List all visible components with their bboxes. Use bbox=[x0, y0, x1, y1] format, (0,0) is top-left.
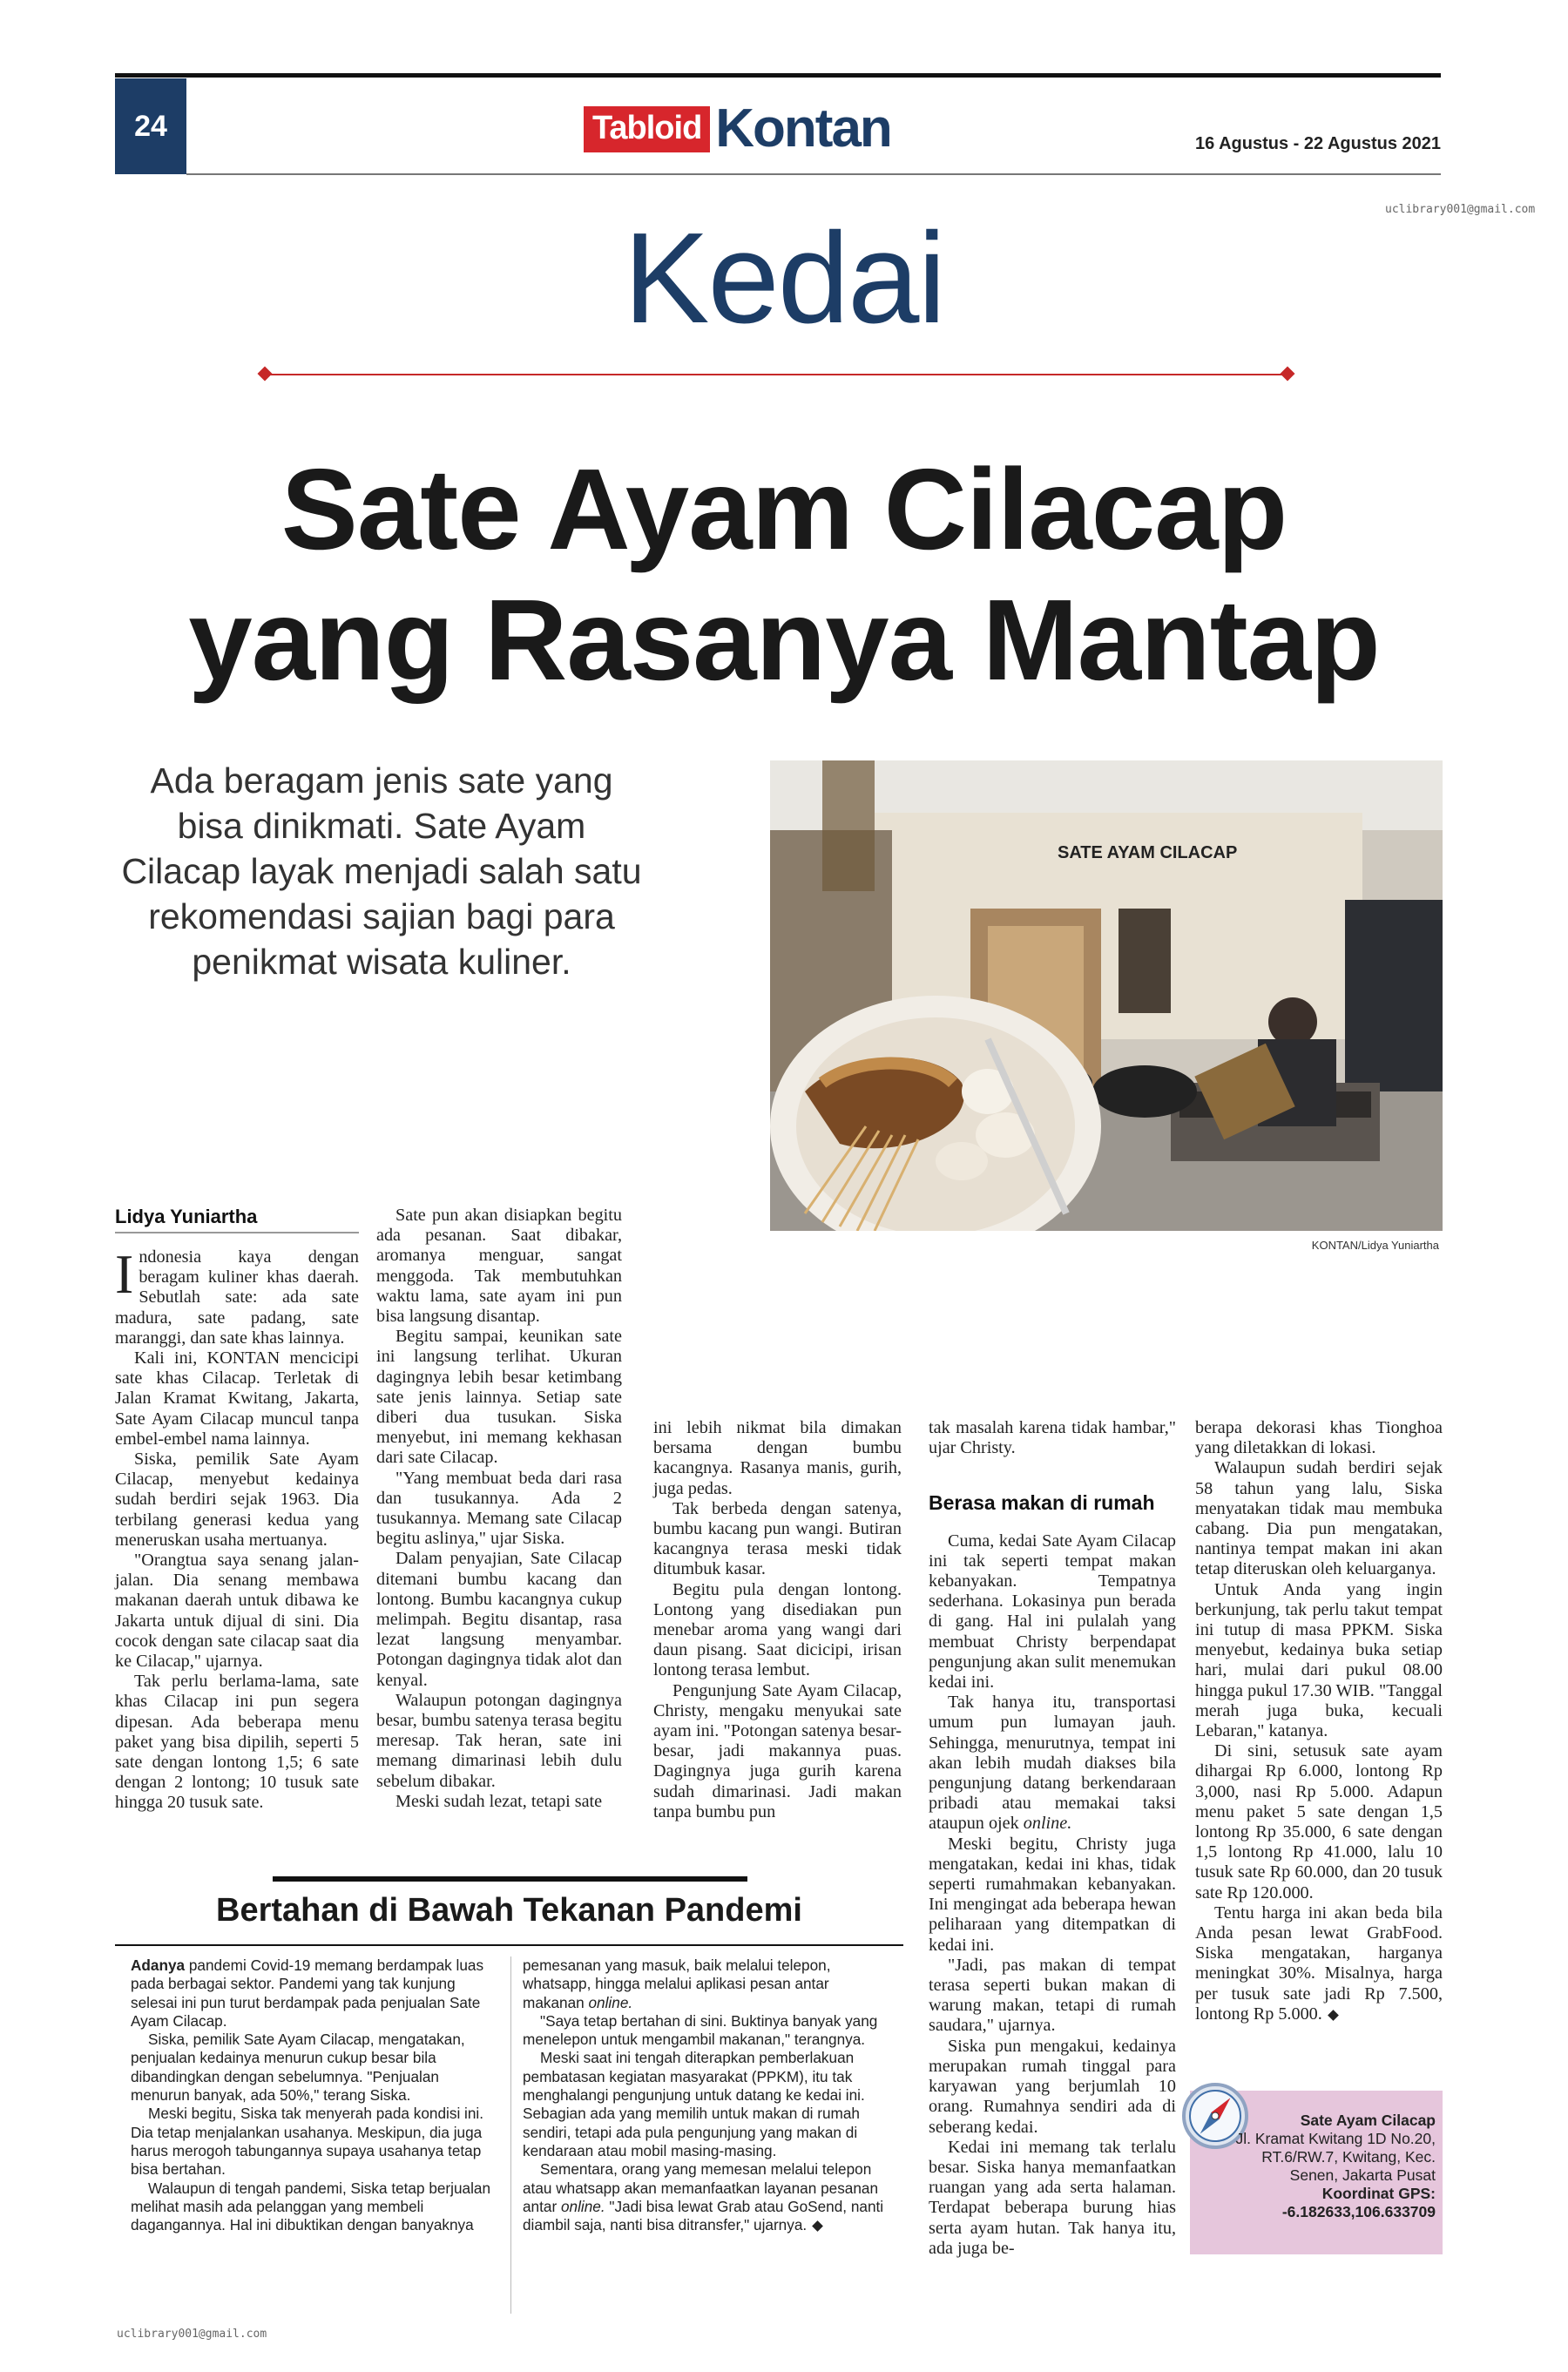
end-mark bbox=[1328, 2010, 1339, 2021]
article-paragraph: Sate pun akan disiapkan begitu ada pesanan. Saat dibakar, aromanya menguar, sangat menggoda. Tak membutuhkan waktu lama, sate ayam ini pun bisa langsung disantap. bbox=[376, 1206, 622, 1327]
article-paragraph: "Jadi, pas makan di tempat terasa seperti bukan makan di warung makan, tetapi di rumah saudara," ujarnya. bbox=[929, 1955, 1176, 2036]
sidebar-title: Bertahan di Bawah Tekanan Pandemi bbox=[216, 1892, 802, 1929]
article-paragraph: Dalam penyajian, Sate Cilacap ditemani bumbu kacang dan lontong. Bumbu kacangnya cukup melimpah. Begitu disantap, rasa lezat langsung menyambar. Potongan dagingnya tidak alot dan kenyal. bbox=[376, 1549, 622, 1690]
section-rule bbox=[266, 374, 1287, 375]
article-paragraph: tak masalah karena tidak hambar," ujar Christy. bbox=[929, 1418, 1176, 1458]
article-paragraph bbox=[115, 1243, 359, 1348]
header-rule bbox=[186, 173, 1441, 175]
watermark-top: uclibrary001@gmail.com bbox=[1385, 203, 1536, 216]
sidebar-paragraph bbox=[131, 1956, 497, 2031]
sidebar-paragraph: Meski saat ini tengah diterapkan pemberlakuan pembatasan kegiatan masyarakat (PPKM), itu tak menghalangi pengunjung untuk datang ke kedai ini. Sebagian ada yang memilih untuk makan di rumah sendiri, tetapi ada pula pengunjung yang makan di kendaraan atau mobil masing-masing. bbox=[523, 2049, 865, 2159]
sidebar-paragraph bbox=[523, 2160, 889, 2234]
article-text: Tak hanya itu, transportasi umum pun lumayan jauh. Sehingga, menurutnya, tempat ini akan lebih mudah diakses bila pengunjung datang berkendaraan pribadi atau memakai taksi ataupun ojek bbox=[929, 1693, 1176, 1834]
article-paragraph: Kali ini, KONTAN mencicipi sate khas Cilacap. Terletak di Jalan Kramat Kwitang, Jakarta, Sate Ayam Cilacap muncul tanpa embel-embel nama lainnya. bbox=[115, 1348, 359, 1449]
article-paragraph: Begitu pula dengan lontong. Lontong yang disediakan pun menebar aroma yang wangi dari daun pisang. Saat dicicipi, irisan lontong terasa lembut. bbox=[653, 1579, 902, 1680]
article-paragraph: Kedai ini memang tak terlalu besar. Siska hanya memanfaatkan ruangan yang ada serta halaman. Terdapat beberapa burung hias serta ayam hutan. Tak hanya itu, ada juga be- bbox=[929, 2137, 1176, 2258]
sidebar-text: "Jadi bisa lewat Grab atau GoSend, nanti diambil saja, nanti bisa ditransfer," ujarnya. bbox=[523, 2197, 884, 2234]
storefront-photo bbox=[770, 760, 1443, 1231]
article-paragraph bbox=[929, 1693, 1176, 1834]
sidebar-paragraph bbox=[523, 1956, 889, 2012]
article-paragraph: Tak perlu berlama-lama, sate khas Cilacap ini pun segera dipesan. Ada beberapa menu paket yang bisa dipilih, seperti 5 sate dengan lontong 1,5; 6 sate dengan 2 lontong; 10 tusuk sate hingga 20 tusuk sate. bbox=[115, 1672, 359, 1813]
sidebar-paragraph: Walaupun di tengah pandemi, Siska tetap berjualan melihat masih ada pelanggan yang membeli dagangannya. Hal ini dibuktikan dengan banyaknya bbox=[131, 2179, 491, 2234]
info-address-1: Jl. Kramat Kwitang 1D No.20, bbox=[1235, 2130, 1436, 2147]
rule-diamond-left bbox=[258, 367, 273, 382]
article-paragraph: Meski begitu, Christy juga mengatakan, kedai ini khas, tidak seperti rumahmakan kebanyakan. Ini mengingat ada beberapa hewan peliharaan yang ditempatkan di kedai ini. bbox=[929, 1834, 1176, 1955]
article-paragraph: "Orangtua saya senang jalan-jalan. Dia senang membawa makanan daerah untuk dibawa ke Jakarta untuk dijual di sini. Dia cocok dengan sate cilacap saat dia ke Cilacap," ujarnya. bbox=[115, 1551, 359, 1672]
article-paragraph: Walaupun potongan dagingnya besar, bumbu satenya terasa begitu meresap. Tak heran, sate ini memang dimarinasi lebih dulu sebelum dibakar. bbox=[376, 1690, 622, 1791]
article-paragraph: "Yang membuat beda dari rasa dan tusukannya. Ada 2 tusukannya. Memang sate Cilacap begitu aslinya," ujar Siska. bbox=[376, 1468, 622, 1549]
sidebar-italic: online. bbox=[588, 1993, 633, 2011]
byline-rule bbox=[115, 1232, 359, 1233]
info-address-2: RT.6/RW.7, Kwitang, Kec. bbox=[1261, 2148, 1436, 2166]
article-paragraph: Begitu sampai, keunikan sate ini langsung terlihat. Ukuran dagingnya lebih besar ketimbang sate jenis lainnya. Setiap sate diberi dua tusukan. Siska menyebut, ini memang kekhasan dari sate Cilacap. bbox=[376, 1327, 622, 1468]
article-column-3 bbox=[653, 1418, 902, 1822]
sidebar-paragraph: Siska, pemilik Sate Ayam Cilacap, mengatakan, penjualan kedainya menurun cukup besar bila dibandingkan dengan sebelumnya. "Penjualan menurun banyak, ada 50%," terang Siska. bbox=[131, 2031, 465, 2105]
article-text: ndonesia kaya dengan beragam kuliner khas daerah. Sebutlah sate: ada sate madura, sate padang, sate maranggi, dan sate khas lainnya. bbox=[115, 1247, 359, 1348]
article-paragraph: Untuk Anda yang ingin berkunjung, tak perlu takut tempat ini tutup di masa PPKM. Siska menyebut, kedainya buka setiap hari, mulai dari pukul 08.00 hingga pukul 17.30 WIB. "Tanggal merah juga buka, kecuali Lebaran," katanya. bbox=[1195, 1579, 1443, 1741]
article-paragraph: Siska, pemilik Sate Ayam Cilacap, menyebut kedainya sudah berdiri sejak 1963. Dia terbilang generasi kedua yang meneruskan usaha mertuanya. bbox=[115, 1450, 359, 1550]
headline bbox=[0, 444, 1568, 706]
sidebar-text: pemesanan yang masuk, baik melalui telepon, whatsapp, hingga melalui aplikasi pesan antar makanan bbox=[523, 1956, 831, 2011]
article-column-1 bbox=[115, 1243, 359, 1814]
article-paragraph bbox=[1195, 1903, 1443, 2024]
sidebar-title-rule bbox=[115, 1944, 903, 1946]
info-box-text bbox=[1202, 2112, 1436, 2221]
page-number: 24 bbox=[115, 78, 186, 174]
info-name: Sate Ayam Cilacap bbox=[1300, 2112, 1436, 2129]
end-mark bbox=[812, 2220, 823, 2232]
article-paragraph: Walaupun sudah berdiri sejak 58 tahun yang lalu, Siska menyatakan tidak mau membuka cabang. Dia pun mengatakan, nantinya tempat makan ini akan tetap diteruskan oleh keluarganya. bbox=[1195, 1458, 1443, 1579]
info-address-3: Senen, Jakarta Pusat bbox=[1289, 2166, 1436, 2184]
watermark-bottom: uclibrary001@gmail.com bbox=[117, 2328, 267, 2341]
article-column-5 bbox=[1195, 1418, 1443, 2024]
article-paragraph: Meski sudah lezat, tetapi sate bbox=[395, 1791, 603, 1811]
article-paragraph: Tak berbeda dengan satenya, bumbu kacang pun wangi. Butiran kacangnya terasa meski tidak ditumbuk kasar. bbox=[653, 1498, 902, 1579]
sidebar-italic: online. bbox=[560, 2197, 605, 2215]
byline: Lidya Yuniartha bbox=[115, 1206, 258, 1227]
photo-sign: SATE AYAM CILACAP bbox=[1058, 843, 1238, 862]
issue-date: 16 Agustus - 22 Agustus 2021 bbox=[1195, 134, 1441, 153]
logo-tabloid: Tabloid bbox=[584, 106, 710, 152]
rule-diamond-right bbox=[1281, 367, 1295, 382]
sidebar-text: Sementara, orang yang memesan melalui telepon atau whatsapp akan memanfaatkan layanan pesanan antar bbox=[523, 2160, 879, 2215]
masthead-logo bbox=[584, 98, 891, 159]
logo-kontan: Kontan bbox=[715, 98, 891, 159]
headline-line-1: Sate Ayam Cilacap bbox=[280, 445, 1288, 573]
subheading: Berasa makan di rumah bbox=[929, 1491, 1155, 1515]
drop-cap: I bbox=[115, 1243, 134, 1305]
storefront-illustration bbox=[770, 760, 1443, 1231]
article-text: Tentu harga ini akan beda bila Anda pesan lewat GrabFood. Siska mengatakan, harganya meningkat 30%. Misalnya, harga per tusuk sate jadi Rp 7.500, lontong Rp 5.000. bbox=[1195, 1902, 1443, 2024]
top-rule bbox=[115, 73, 1441, 78]
article-paragraph: berapa dekorasi khas Tionghoa yang diletakkan di lokasi. bbox=[1195, 1418, 1443, 1458]
article-paragraph: ini lebih nikmat bila dimakan bersama dengan bumbu kacangnya. Rasanya manis, gurih, juga pedas. bbox=[653, 1418, 902, 1498]
section-title: Kedai bbox=[623, 206, 945, 350]
sidebar-column-divider bbox=[510, 1956, 511, 2314]
article-column-2 bbox=[376, 1206, 622, 1812]
sidebar-paragraph: Meski begitu, Siska tak menyerah pada kondisi ini. Dia tetap menjalankan usahanya. Meskipun, dia juga harus merogoh tabungannya supaya usahanya tetap bisa bertahan. bbox=[131, 2105, 484, 2179]
article-paragraph: Siska pun mengakui, kedainya merupakan rumah tinggal para karyawan yang berjumlah 10 orang. Rumahnya sendiri ada di seberang kedai. bbox=[929, 2036, 1176, 2137]
article-paragraph: Pengunjung Sate Ayam Cilacap, Christy, mengaku menyukai sate ayam ini. "Potongan satenya besar-besar, jadi makannya puas. Dagingnya juga gurih karena sudah dimarinasi. Jadi makan tanpa bumbu pun bbox=[653, 1680, 902, 1821]
article-paragraph: Di sini, setusuk sate ayam dihargai Rp 6.000, lontong Rp 3,000, nasi Rp 5.000. Adapun menu paket 5 sate dengan 1,5 lontong Rp 35.000, 6 sate dengan 1,5 lontong Rp 41.000, lalu 10 tusuk sate Rp 60.000, dan 20 tusuk sate Rp 120.000. bbox=[1195, 1741, 1443, 1902]
sidebar-column-2 bbox=[523, 1956, 889, 2234]
sidebar-text: pandemi Covid-19 memang berdampak luas pada berbagai sektor. Pandemi yang tak kunjung selesai ini pun turut berdampak pada penjualan Sate Ayam Cilacap. bbox=[131, 1956, 484, 2030]
headline-line-2: yang Rasanya Mantap bbox=[188, 576, 1380, 704]
sidebar-lead-word: Adanya bbox=[131, 1956, 186, 1974]
info-gps-label: Koordinat GPS: bbox=[1321, 2185, 1436, 2202]
photo-credit: KONTAN/Lidya Yuniartha bbox=[1311, 1239, 1439, 1252]
article-column-4 bbox=[929, 1418, 1176, 2259]
article-italic: online. bbox=[1023, 1814, 1072, 1834]
info-gps-value: -6.182633,106.633709 bbox=[1281, 2203, 1436, 2220]
sidebar-top-rule bbox=[273, 1876, 747, 1882]
lead-paragraph: Ada beragam jenis sate yang bisa dinikmati. Sate Ayam Cilacap layak menjadi salah satu rekomendasi sajian bagi para penikmat wisata kuliner. bbox=[121, 760, 642, 982]
sidebar-paragraph: "Saya tetap bertahan di sini. Buktinya banyak yang menelepon untuk mengambil makanan," terangnya. bbox=[523, 2011, 878, 2049]
sidebar-column-1 bbox=[131, 1956, 497, 2234]
article-paragraph: Cuma, kedai Sate Ayam Cilacap ini tak seperti tempat makan kebanyakan. Tempatnya sederhana. Lokasinya pun berada di gang. Hal ini pulalah yang membuat Christy berpendapat pengunjung akan sulit menemukan kedai ini. bbox=[929, 1531, 1176, 1693]
